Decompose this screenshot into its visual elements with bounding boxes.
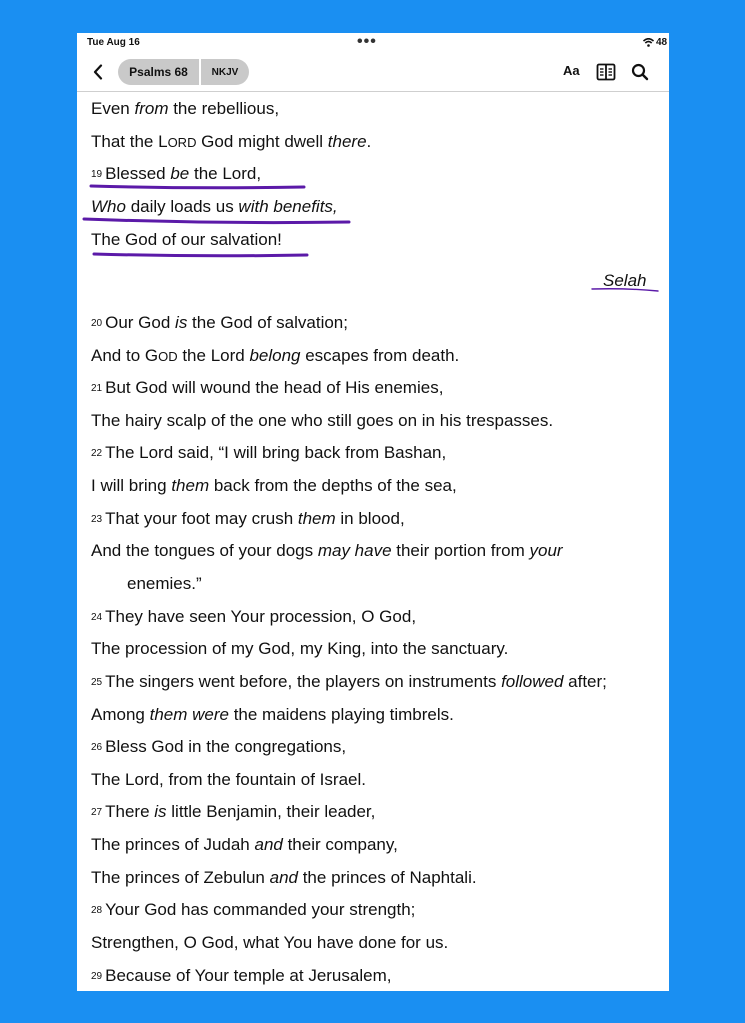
- verse-line: $^{21}$ But God will wound the head of His enemies,: [91, 378, 444, 397]
- verse-number: 26: [91, 742, 103, 753]
- ink-underline: [84, 219, 349, 223]
- book-chapter-button[interactable]: Psalms 68: [129, 65, 188, 79]
- verse-line: $^{29}$ Because of Your temple at Jerusalem,: [91, 966, 392, 985]
- verse-line: The princes of Judah and their company,: [91, 835, 398, 854]
- verse-line: $^{26}$ Bless God in the congregations,: [91, 737, 347, 756]
- verse-line: Strengthen, O God, what You have done for us.: [91, 933, 449, 952]
- scripture-text[interactable]: [77, 33, 669, 991]
- version-button[interactable]: NKJV: [211, 66, 239, 78]
- device-screen: [77, 33, 669, 991]
- verse-line: I will bring them back from the depths of the sea,: [91, 476, 457, 495]
- verse-line: $^{25}$ The singers went before, the players on instruments followed after;: [91, 672, 607, 691]
- verse-line: Among them were the maidens playing timbrels.: [91, 705, 454, 724]
- verse-number: 27: [91, 807, 103, 818]
- verse-line: Even from the rebellious,: [91, 99, 280, 118]
- multitask-dots[interactable]: •••: [357, 33, 377, 50]
- verse-line: $^{20}$ Our God is the God of salvation;: [91, 313, 348, 332]
- verse-line: The Lord, from the fountain of Israel.: [91, 770, 366, 789]
- battery-percent: 48: [656, 37, 668, 48]
- verse-line: And the tongues of your dogs may have their portion from your: [91, 541, 563, 560]
- ink-underline: [592, 289, 658, 291]
- verse-number: 19: [91, 169, 103, 180]
- verse-line: The princes of Zebulun and the princes of Naphtali.: [91, 868, 477, 887]
- verse-line: $^{24}$ They have seen Your procession, O God,: [91, 607, 417, 626]
- verse-number: 28: [91, 905, 103, 916]
- verse-number: 22: [91, 448, 103, 459]
- verse-number: 25: [91, 677, 103, 688]
- verse-number: 21: [91, 383, 103, 394]
- verse-line: The God of our salvation!: [91, 230, 282, 249]
- verse-number: 20: [91, 318, 103, 329]
- verse-line: enemies.”: [127, 574, 202, 593]
- verse-line: $^{23}$ That your foot may crush them in blood,: [91, 509, 405, 528]
- ink-annotations: [77, 33, 669, 333]
- verse-number: 29: [91, 971, 103, 982]
- verse-line: Who daily loads us with benefits,: [91, 197, 338, 216]
- verse-line: $^{22}$ The Lord said, “I will bring back from Bashan,: [91, 443, 447, 462]
- ink-underline: [94, 254, 307, 256]
- ink-underline: [91, 186, 304, 188]
- verse-line: $^{28}$ Your God has commanded your strength;: [91, 900, 416, 919]
- status-time: Tue Aug 16: [87, 37, 140, 48]
- verse-number: 24: [91, 612, 103, 623]
- verse-line: $^{27}$ There is little Benjamin, their leader,: [91, 802, 376, 821]
- selah-marker: Selah: [603, 271, 647, 290]
- font-settings-button[interactable]: Aa: [563, 63, 580, 78]
- verse-line: The procession of my God, my King, into the sanctuary.: [91, 639, 509, 658]
- verse-number: 23: [91, 514, 103, 525]
- verse-line: That the LORD God might dwell there.: [91, 132, 372, 151]
- verse-line: The hairy scalp of the one who still goes on in his trespasses.: [91, 411, 554, 430]
- verse-line: And to GOD the Lord belong escapes from death.: [91, 346, 460, 365]
- verse-line: $^{19}$ Blessed be the Lord,: [91, 164, 262, 183]
